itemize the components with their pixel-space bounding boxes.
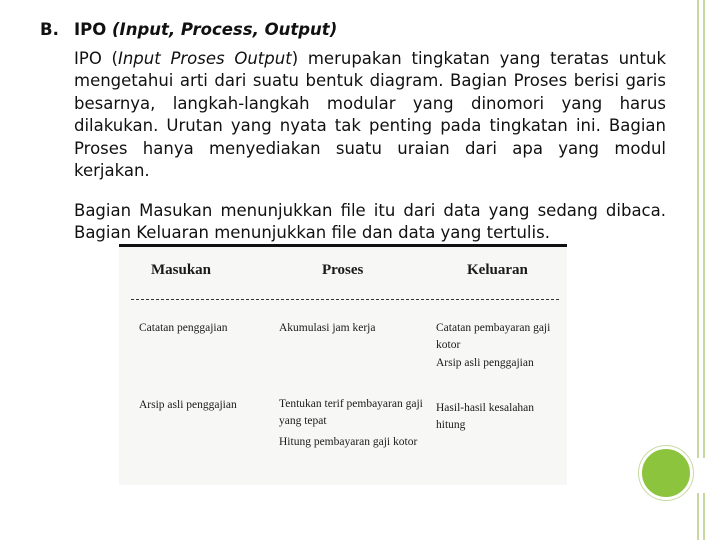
frame-line	[703, 0, 705, 458]
paragraph-ipo-definition	[74, 48, 666, 182]
table-cell-input: Arsip asli penggajian	[139, 399, 237, 411]
column-header-masukan: Masukan	[151, 262, 212, 278]
column-header-keluaran: Keluaran	[467, 262, 528, 278]
table-cell-output: Arsip asli penggajian	[436, 357, 534, 369]
paragraph-input-output: Bagian Masukan menunjukkan file itu dari data yang sedang dibaca. Bagian Keluaran menunjukkan file dan data yang tertulis.	[74, 201, 666, 243]
paragraph-text: ) merupakan tingkatan yang teratas untuk mengetahui arti dari suatu bentuk diagram. Bagian Proses berisi garis besarnya, langkah-langkah modular yang dinomori yang harus dilakukan. Urutan yang nyata tak penting pada tingkatan ini. Bagian Proses hanya menyediakan suatu uraian dari apa yang modul kerjakan.	[74, 49, 666, 181]
column-header-proses: Proses	[322, 262, 364, 278]
table-cell-process: Tentukan terif pembayaran gaji yang tepat	[279, 398, 423, 427]
table-cell-output: Catatan pembayaran gaji kotor	[436, 322, 551, 351]
green-circle-decoration	[639, 446, 693, 500]
ipo-table-image	[119, 244, 567, 485]
section-title: IPO	[74, 20, 107, 39]
section-letter: B.	[40, 20, 59, 39]
table-cell-output: Hasil-hasil kesalahan hitung	[436, 402, 535, 431]
frame-line	[697, 0, 699, 458]
frame-line	[703, 493, 705, 540]
paragraph-italic-term: Input Proses Output	[117, 49, 292, 68]
paragraph-text: IPO (	[74, 49, 118, 68]
table-cell-process: Akumulasi jam kerja	[279, 322, 376, 334]
dashed-divider	[131, 299, 559, 300]
section-heading	[40, 20, 337, 39]
frame-line	[697, 493, 699, 540]
section-subtitle: (Input, Process, Output)	[112, 20, 338, 39]
table-cell-input: Catatan penggajian	[139, 322, 228, 334]
table-cell-process: Hitung pembayaran gaji kotor	[279, 436, 418, 448]
